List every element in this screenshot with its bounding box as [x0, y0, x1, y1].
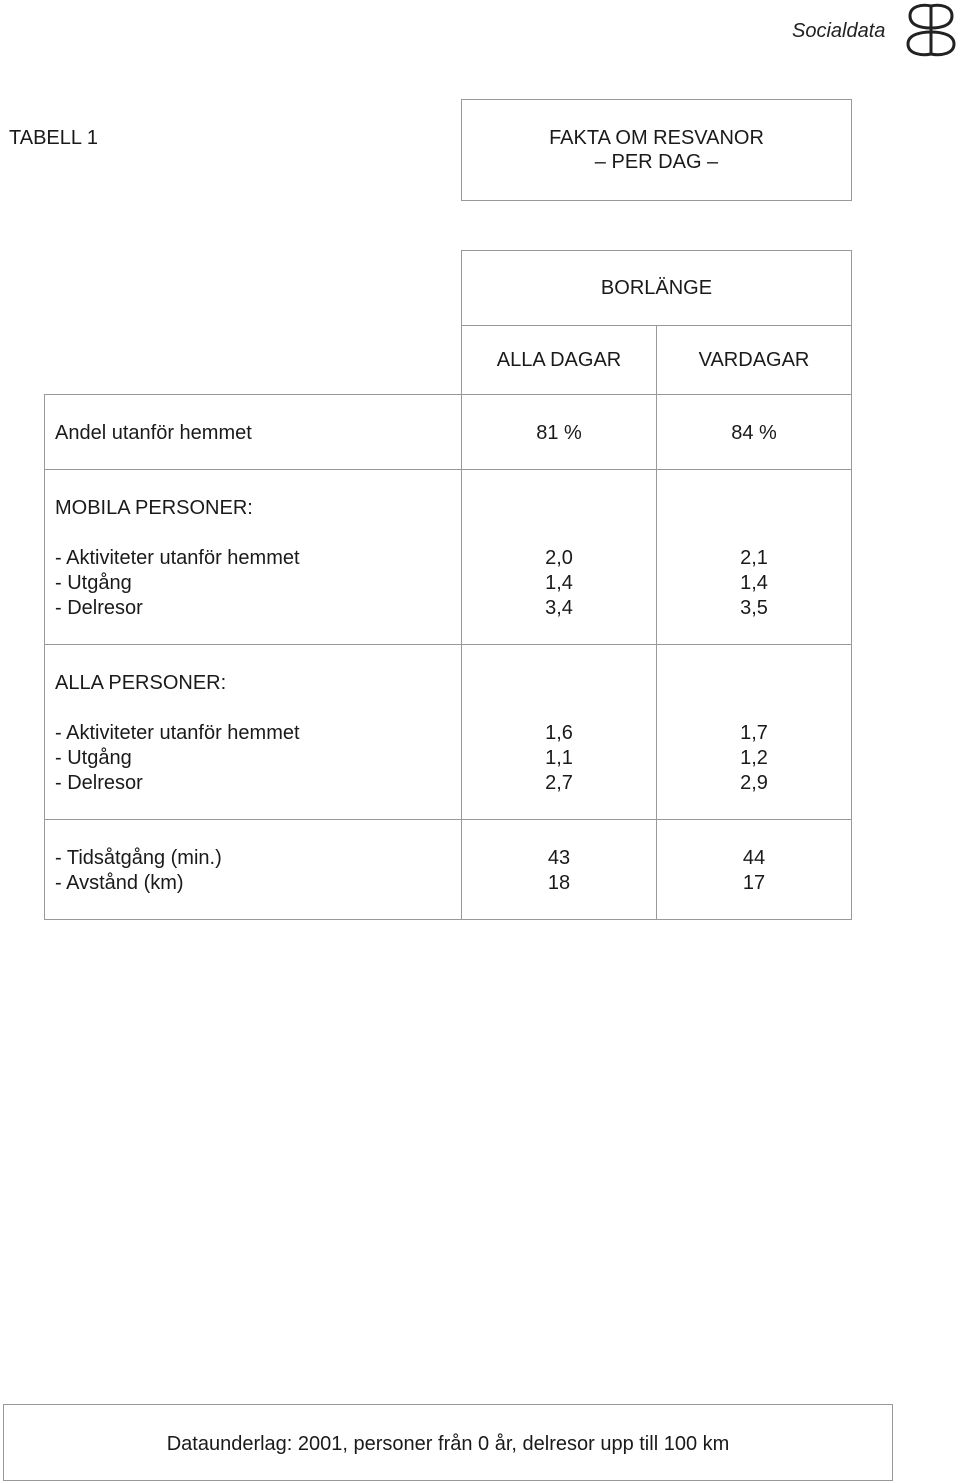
andel-label: Andel utanför hemmet [55, 422, 252, 444]
andel-alla-dagar: 81 % [536, 422, 582, 444]
mobila-value: 2,1 [740, 547, 768, 569]
mobila-row-label: - Aktiviteter utanför hemmet [55, 547, 300, 569]
alla-value: 2,7 [545, 772, 573, 794]
socialdata-logo-icon [902, 2, 960, 58]
mobila-value: 1,4 [545, 572, 573, 594]
alla-value: 1,7 [740, 722, 768, 744]
main-table [44, 250, 852, 920]
region-header: BORLÄNGE [600, 277, 713, 299]
logo-text: Socialdata [792, 20, 886, 42]
title-line-2: – PER DAG – [594, 151, 719, 173]
mobila-heading: MOBILA PERSONER: [55, 497, 253, 519]
andel-vardagar: 84 % [731, 422, 777, 444]
title-line-1: FAKTA OM RESVANOR [549, 127, 764, 149]
alla-row-label: - Aktiviteter utanför hemmet [55, 722, 300, 744]
mobila-value: 2,0 [545, 547, 573, 569]
footer-note: Dataunderlag: 2001, personer från 0 år, delresor upp till 100 km [3, 1404, 893, 1481]
mobila-value: 3,5 [740, 597, 768, 619]
tid-value: 17 [742, 872, 766, 894]
column-header-alla-dagar: ALLA DAGAR [496, 349, 622, 371]
mobila-value: 1,4 [740, 572, 768, 594]
alla-value: 1,6 [545, 722, 573, 744]
alla-heading: ALLA PERSONER: [55, 672, 227, 694]
mobila-row-label: - Utgång [55, 572, 132, 594]
tid-value: 44 [742, 847, 766, 869]
column-header-vardagar: VARDAGAR [698, 349, 810, 371]
mobila-row-label: - Delresor [55, 597, 143, 619]
alla-value: 1,1 [545, 747, 573, 769]
alla-row-label: - Delresor [55, 772, 143, 794]
tid-row-label: - Tidsåtgång (min.) [55, 847, 222, 869]
mobila-value: 3,4 [545, 597, 573, 619]
tid-value: 43 [547, 847, 571, 869]
alla-value: 1,2 [740, 747, 768, 769]
table-label: TABELL 1 [9, 127, 98, 149]
tid-row-label: - Avstånd (km) [55, 872, 184, 894]
title-box [461, 99, 852, 201]
tid-value: 18 [547, 872, 571, 894]
alla-row-label: - Utgång [55, 747, 132, 769]
alla-value: 2,9 [740, 772, 768, 794]
